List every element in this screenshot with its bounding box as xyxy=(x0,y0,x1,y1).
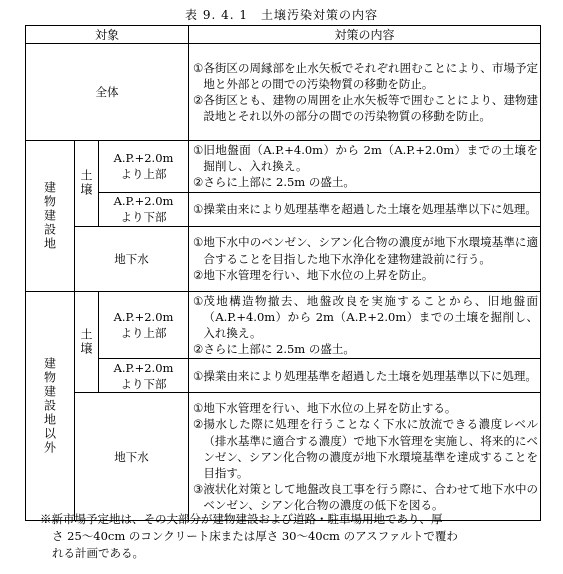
measures-other-upper xyxy=(189,291,541,359)
table-title: 表 9. 4. 1 土壌汚染対策の内容 xyxy=(185,8,378,22)
level-other-upper: A.P.+2.0m より上部 xyxy=(99,291,189,359)
level-other-lower: A.P.+2.0m より下部 xyxy=(99,359,189,393)
list-item: ① 地下水管理を行い、地下水位の上昇を防止する。 xyxy=(193,401,457,416)
row-other-lower xyxy=(26,359,541,393)
measures-building-groundwater xyxy=(189,226,541,291)
row-other-groundwater xyxy=(26,393,541,521)
label-all: 全体 xyxy=(26,44,189,141)
row-other-upper xyxy=(26,291,541,359)
measures-other-groundwater xyxy=(189,393,541,521)
row-building-lower xyxy=(26,192,541,226)
measures-building-upper xyxy=(189,141,541,193)
list-item: ① 操業由来により処理基準を超過した土壌を処理基準以下に処理。 xyxy=(193,368,537,383)
label-building: 建物建設地 xyxy=(26,141,75,292)
measures-building-lower xyxy=(189,192,541,226)
row-building-upper xyxy=(26,141,541,193)
footnote-line: れる計画である。 xyxy=(52,546,144,560)
list-item: ① 旧地盤面（A.P.+4.0m）から 2m（A.P.+2.0m）までの土壌を掘削し、入れ換え。 xyxy=(193,143,539,174)
level-building-upper: A.P.+2.0m より上部 xyxy=(99,141,189,193)
measures-all xyxy=(189,44,541,141)
label-other-groundwater: 地下水 xyxy=(75,393,189,521)
list-item: ① 茂地構造物撤去、地盤改良を実施することから、旧地盤面（A.P.+4.0m）から 2m（A.P.+2.0m）までの土壌を掘削し、入れ換え。 xyxy=(193,293,539,341)
list-item: ② さらに上部に 2.5m の盛土。 xyxy=(193,175,355,190)
footnote xyxy=(40,511,545,562)
measures-other-lower xyxy=(189,359,541,393)
list-item: ① 地下水中のベンゼン、シアン化合物の濃度が地下水環境基準に適合することを目指した地下水浄化を建物建設前に行う。 xyxy=(193,235,539,266)
list-item: ② さらに上部に 2.5m の盛土。 xyxy=(193,342,355,357)
row-building-groundwater xyxy=(26,226,541,291)
footnote-line: さ 25～40cm のコンクリート床または厚さ 30～40cm のアスファルトで覆わ xyxy=(52,529,458,543)
list-item: ② 各街区とも、建物の周囲を止水矢板等で囲むことにより、建物建設地とそれ以外の部分の間での汚染物質の移動を防止。 xyxy=(193,93,539,124)
level-building-lower: A.P.+2.0m より下部 xyxy=(99,192,189,226)
label-other-soil: 土壌 xyxy=(75,291,99,393)
header-target: 対象 xyxy=(26,26,189,44)
label-building-groundwater: 地下水 xyxy=(75,226,189,291)
footnote-line: ※新市場予定地は、その大部分が建物建設および道路・駐車場用地であり、厚 xyxy=(40,512,443,526)
soil-measures-table xyxy=(25,25,541,521)
label-other: 建物建設地以外 xyxy=(26,291,75,521)
list-item: ① 各街区の周縁部を止水矢板でそれぞれ囲むことにより、市場予定地と外部との間での汚染物質の移動を防止。 xyxy=(193,60,539,91)
label-building-soil: 土壌 xyxy=(75,141,99,227)
header-row xyxy=(26,26,541,44)
list-item: ② 揚水した際に処理を行うことなく下水に放流できる濃度レベル（排水基準に適合する濃度）で地下水管理を実施し、将来的にベンゼン、シアン化合物の濃度が地下水環境基準を達成することを目指す。 xyxy=(193,417,539,481)
list-item: ③ 液状化対策として地盤改良工事を行う際に、合わせて地下水中のベンゼン、シアン化合物の濃度の低下を図る。 xyxy=(193,482,539,513)
list-item: ② 地下水管理を行い、地下水位の上昇を防止。 xyxy=(193,267,434,282)
header-measures: 対策の内容 xyxy=(189,26,541,44)
list-item: ① 操業由来により処理基準を超過した土壌を処理基準以下に処理。 xyxy=(193,202,537,216)
row-all xyxy=(26,44,541,141)
